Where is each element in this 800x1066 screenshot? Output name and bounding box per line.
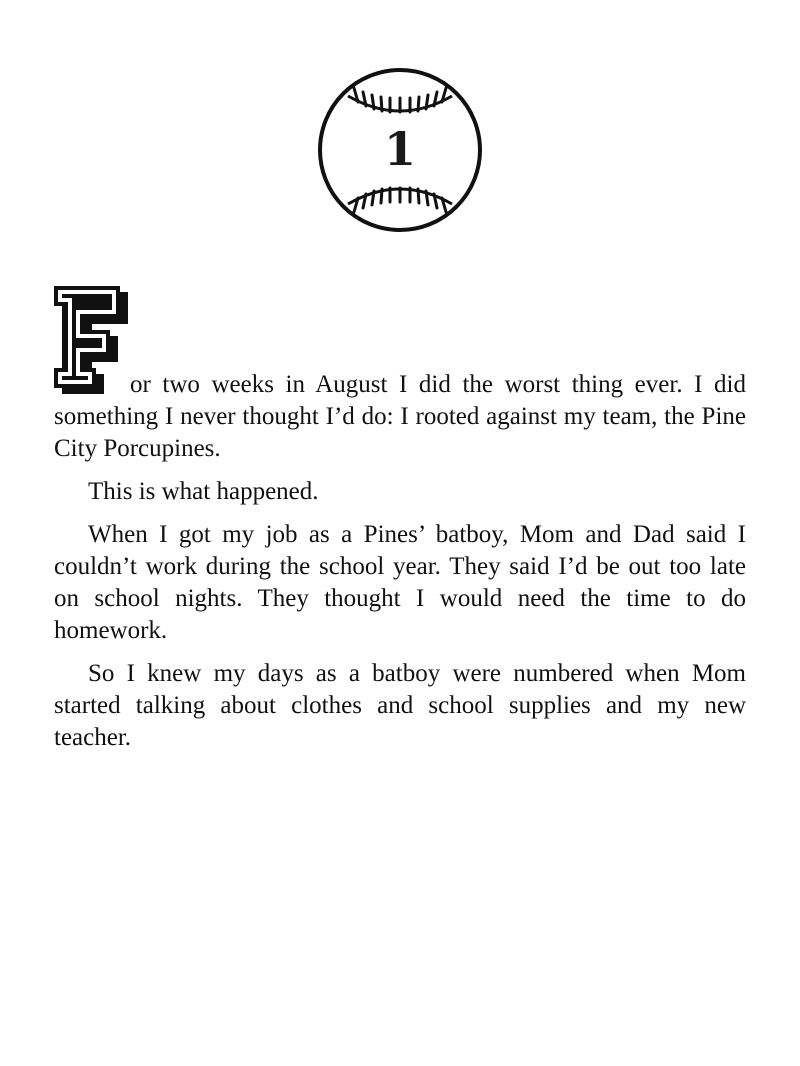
paragraph: When I got my job as a Pines’ batboy, Mom and Dad said I couldn’t work during the school year. They said I’d be out too late on school nights. They thought I would need the time to do homework. <box>54 521 746 644</box>
paragraph: So I knew my days as a batboy were numbered when Mom started talking about clothes and school supplies and my new teacher. <box>54 660 746 751</box>
body-text <box>54 369 746 765</box>
chapter-number: 1 <box>383 122 416 176</box>
paragraph: or two weeks in August I did the worst thing ever. I did something I never thought I’d do: I rooted against my team, the Pine City Porcupines. <box>54 371 746 462</box>
paragraph: This is what happened. <box>88 478 319 505</box>
baseball-icon <box>316 66 484 234</box>
